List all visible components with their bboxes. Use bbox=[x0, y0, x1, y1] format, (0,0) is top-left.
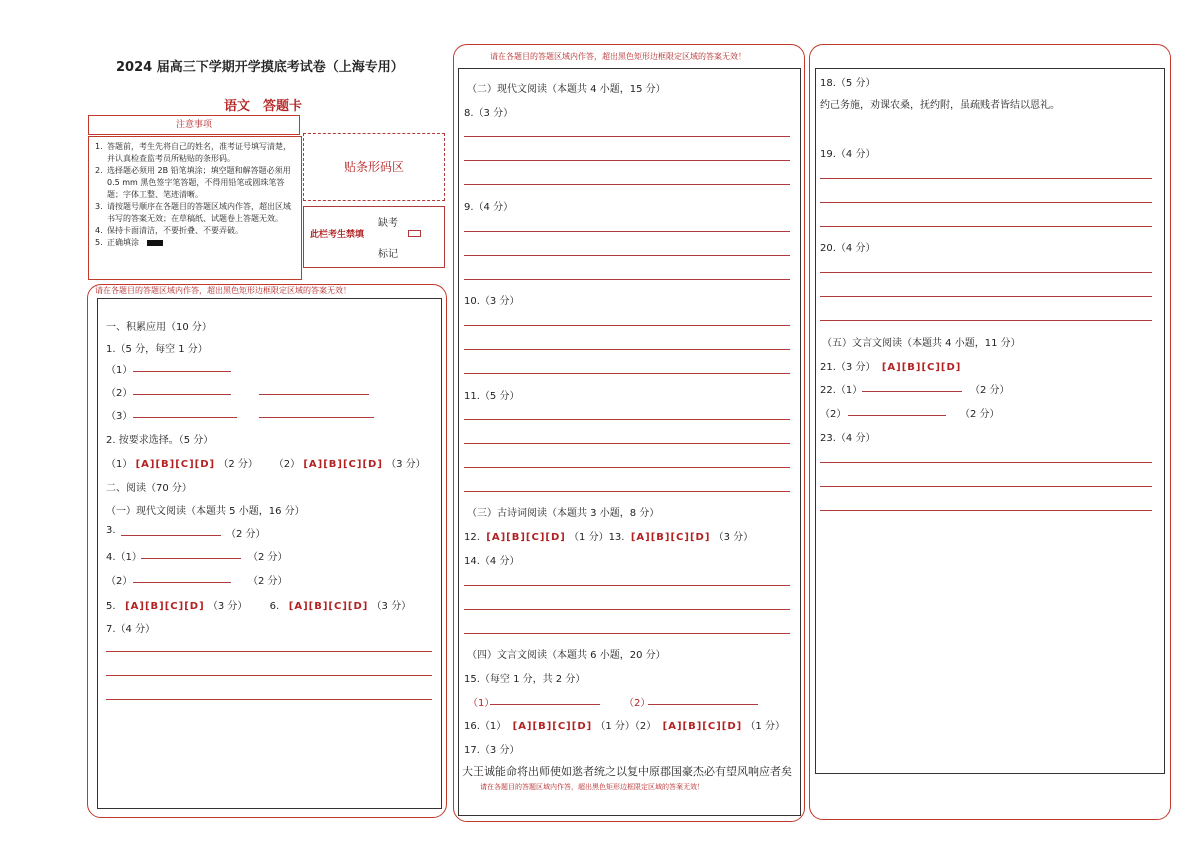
q2-2-score: （3 分） bbox=[386, 459, 426, 470]
absent-bottom-label: 标记 bbox=[378, 249, 398, 260]
q22-2-line[interactable] bbox=[848, 415, 946, 416]
q20-line-3[interactable] bbox=[820, 320, 1152, 321]
q12-label: 12. bbox=[464, 532, 480, 543]
absent-note: 此栏考生禁填 bbox=[310, 230, 365, 240]
q4-2-line[interactable] bbox=[133, 582, 231, 583]
q18-label: 18.（5 分） bbox=[820, 78, 876, 89]
q16-label: 16.（1） bbox=[464, 721, 507, 732]
q2-row bbox=[106, 455, 426, 470]
q22-2-label: （2） bbox=[820, 409, 847, 420]
q14-label: 14.（4 分） bbox=[464, 556, 520, 567]
notice-heading-box bbox=[88, 115, 300, 135]
q7-label: 7.（4 分） bbox=[106, 624, 156, 635]
q1-blank2-line[interactable] bbox=[133, 394, 231, 395]
q19-label: 19.（4 分） bbox=[820, 149, 876, 160]
q7-line-2[interactable] bbox=[106, 675, 432, 676]
q8-line-1[interactable] bbox=[464, 136, 790, 137]
subsection-5-heading: （五）文言文阅读（本题共 4 小题，11 分） bbox=[822, 338, 1021, 349]
q16-row bbox=[464, 717, 785, 732]
q15-1-line[interactable] bbox=[490, 704, 600, 705]
exam-title: 2024 届高三下学期开学摸底考试卷（上海专用） bbox=[116, 60, 404, 75]
column-3-answer-area bbox=[815, 68, 1165, 774]
q14-line-2[interactable] bbox=[464, 609, 790, 610]
q3-line[interactable] bbox=[121, 535, 221, 536]
q16-2-score: （1 分） bbox=[745, 721, 785, 732]
q10-label: 10.（3 分） bbox=[464, 296, 520, 307]
q11-line-2[interactable] bbox=[464, 443, 790, 444]
q8-line-3[interactable] bbox=[464, 184, 790, 185]
absent-top-label: 缺考 bbox=[378, 218, 398, 229]
q9-line-1[interactable] bbox=[464, 231, 790, 232]
q14-line-3[interactable] bbox=[464, 633, 790, 634]
notice-item: 2. 选择题必须用 2B 铅笔填涂；填空题和解答题必须用 0.5 mm 黑色签字笔答题，不得用铅笔或圆珠笔答题；字体工整、笔迹清晰。 bbox=[95, 166, 291, 199]
q22-1-label: 22.（1） bbox=[820, 385, 863, 396]
q2-1-score: （2 分） bbox=[218, 459, 258, 470]
q17-passage: 大王诚能命将出师使如逖者统之以复中原郡国豪杰必有望风响应者矣 bbox=[462, 765, 792, 778]
q21-label: 21.（3 分） bbox=[820, 362, 876, 373]
q2-2-label: （2） bbox=[273, 459, 301, 470]
q13-score: （3 分） bbox=[713, 532, 754, 543]
q1-blank3b-line[interactable] bbox=[259, 417, 374, 418]
subsection-4-heading: （四）文言文阅读（本题共 6 小题，20 分） bbox=[467, 650, 666, 661]
q20-line-2[interactable] bbox=[820, 296, 1152, 297]
q4-2-label: （2） bbox=[106, 576, 133, 587]
q15-1-label: （1） bbox=[468, 698, 495, 709]
filled-bubble-sample bbox=[147, 240, 163, 246]
q21-row bbox=[820, 358, 961, 373]
notice-list bbox=[95, 141, 295, 249]
subsection-3-heading: （三）古诗词阅读（本题共 3 小题，8 分） bbox=[467, 508, 660, 519]
q1-blank3-label: （3） bbox=[106, 411, 133, 422]
q22-2-score: （2 分） bbox=[960, 409, 1000, 420]
q16-2-choices[interactable]: [A][B][C][D] bbox=[662, 721, 743, 732]
q16-1-score: （1 分）（2） bbox=[595, 721, 657, 732]
q16-1-choices[interactable]: [A][B][C][D] bbox=[512, 721, 593, 732]
q1-blank1-label: （1） bbox=[106, 365, 133, 376]
notice-heading: 注意事项 bbox=[175, 120, 212, 130]
q19-line-2[interactable] bbox=[820, 202, 1152, 203]
q10-line-2[interactable] bbox=[464, 349, 790, 350]
q2-1-choices[interactable]: [A][B][C][D] bbox=[135, 459, 216, 470]
absent-checkbox[interactable] bbox=[408, 230, 421, 237]
q22-1-line[interactable] bbox=[862, 391, 962, 392]
column-2-warning-bottom: 请在各题目的答题区域内作答，超出黑色矩形边框限定区域的答案无效！ bbox=[480, 783, 704, 791]
q3-label: 3. bbox=[106, 525, 116, 536]
q11-line-4[interactable] bbox=[464, 491, 790, 492]
q23-line-3[interactable] bbox=[820, 510, 1152, 511]
q11-line-1[interactable] bbox=[464, 419, 790, 420]
q15-2-label: （2） bbox=[624, 698, 651, 709]
q23-line-2[interactable] bbox=[820, 486, 1152, 487]
q12-q13-row bbox=[464, 528, 753, 543]
q9-label: 9.（4 分） bbox=[464, 202, 514, 213]
notice-item: 3. 请按题号顺序在各题目的答题区域内作答，超出区域书写的答案无效；在草稿纸、试题卷上答题无效。 bbox=[95, 202, 291, 223]
q4-1-line[interactable] bbox=[141, 558, 241, 559]
q1-blank2-label: （2） bbox=[106, 388, 133, 399]
q5-q6-row bbox=[106, 597, 411, 612]
q11-line-3[interactable] bbox=[464, 467, 790, 468]
q7-line-3[interactable] bbox=[106, 699, 432, 700]
column-2-warning-top: 请在各题目的答题区域内作答，超出黑色矩形边框限定区域的答案无效！ bbox=[490, 52, 746, 61]
q11-label: 11.（5 分） bbox=[464, 391, 520, 402]
q1-label: 1.（5 分，每空 1 分） bbox=[106, 344, 208, 355]
q7-line-1[interactable] bbox=[106, 651, 432, 652]
section-2-heading: 二、阅读（70 分） bbox=[106, 483, 192, 494]
q6-score: （3 分） bbox=[371, 601, 412, 612]
q19-line-1[interactable] bbox=[820, 178, 1152, 179]
q22-1-score: （2 分） bbox=[970, 385, 1010, 396]
subsection-2-heading: （二）现代文阅读（本题共 4 小题，15 分） bbox=[467, 84, 666, 95]
q12-score: （1 分）13. bbox=[569, 532, 625, 543]
q8-label: 8.（3 分） bbox=[464, 108, 514, 119]
q20-label: 20.（4 分） bbox=[820, 243, 876, 254]
q23-line-1[interactable] bbox=[820, 462, 1152, 463]
q1-blank2b-line[interactable] bbox=[259, 394, 369, 395]
q2-1-label: （1） bbox=[106, 459, 133, 470]
q20-line-1[interactable] bbox=[820, 272, 1152, 273]
section-1-heading: 一、积累应用（10 分） bbox=[106, 322, 212, 333]
q2-label: 2. 按要求选择。（5 分） bbox=[106, 435, 214, 446]
q9-line-3[interactable] bbox=[464, 279, 790, 280]
q17-label: 17.（3 分） bbox=[464, 745, 520, 756]
q8-line-2[interactable] bbox=[464, 160, 790, 161]
q5-label: 5. bbox=[106, 601, 116, 612]
notice-item: 4. 保持卡面清洁，不要折叠、不要弄破。 bbox=[95, 226, 243, 235]
notice-box bbox=[88, 136, 302, 280]
q4-label: 4.（1） bbox=[106, 552, 142, 563]
q10-line-3[interactable] bbox=[464, 373, 790, 374]
column-1-warning: 请在各题目的答题区域内作答，超出黑色矩形边框限定区域的答案无效！ bbox=[95, 286, 351, 295]
q5-choices[interactable]: [A][B][C][D] bbox=[125, 601, 205, 612]
q3-score: （2 分） bbox=[226, 529, 266, 540]
absent-mark-box bbox=[303, 206, 445, 268]
q4-2-score: （2 分） bbox=[248, 576, 288, 587]
q21-choices[interactable]: [A][B][C][D] bbox=[881, 362, 962, 373]
q15-2-line[interactable] bbox=[648, 704, 758, 705]
notice-item: 1. 答题前，考生先将自己的姓名，准考证号填写清楚，并认真检查监考员所粘贴的条形码。 bbox=[95, 142, 291, 163]
barcode-label: 贴条形码区 bbox=[343, 160, 404, 174]
q18-passage: 约己务施，劝课农桑，抚约附，虽疏贱者皆结以恩礼。 bbox=[820, 100, 1060, 111]
notice-item: 5. 正确填涂 bbox=[95, 237, 295, 249]
q23-label: 23.（4 分） bbox=[820, 433, 876, 444]
q2-2-choices[interactable]: [A][B][C][D] bbox=[303, 459, 383, 470]
q1-blank3-line[interactable] bbox=[133, 417, 237, 418]
q14-line-1[interactable] bbox=[464, 585, 790, 586]
q4-1-score: （2 分） bbox=[248, 552, 288, 563]
q12-choices[interactable]: [A][B][C][D] bbox=[486, 532, 566, 543]
q19-line-3[interactable] bbox=[820, 226, 1152, 227]
answer-card-subtitle: 语文 答题卡 bbox=[224, 99, 303, 114]
q6-choices[interactable]: [A][B][C][D] bbox=[288, 601, 369, 612]
q10-line-1[interactable] bbox=[464, 325, 790, 326]
q15-label: 15.（每空 1 分，共 2 分） bbox=[464, 674, 586, 685]
barcode-area bbox=[303, 133, 445, 201]
q13-choices[interactable]: [A][B][C][D] bbox=[630, 532, 711, 543]
q5-score: （3 分） bbox=[207, 601, 248, 612]
q9-line-2[interactable] bbox=[464, 255, 790, 256]
q1-blank1-line[interactable] bbox=[133, 371, 231, 372]
subsection-1-heading: （一）现代文阅读（本题共 5 小题，16 分） bbox=[106, 506, 305, 517]
q6-label: 6. bbox=[269, 601, 280, 612]
